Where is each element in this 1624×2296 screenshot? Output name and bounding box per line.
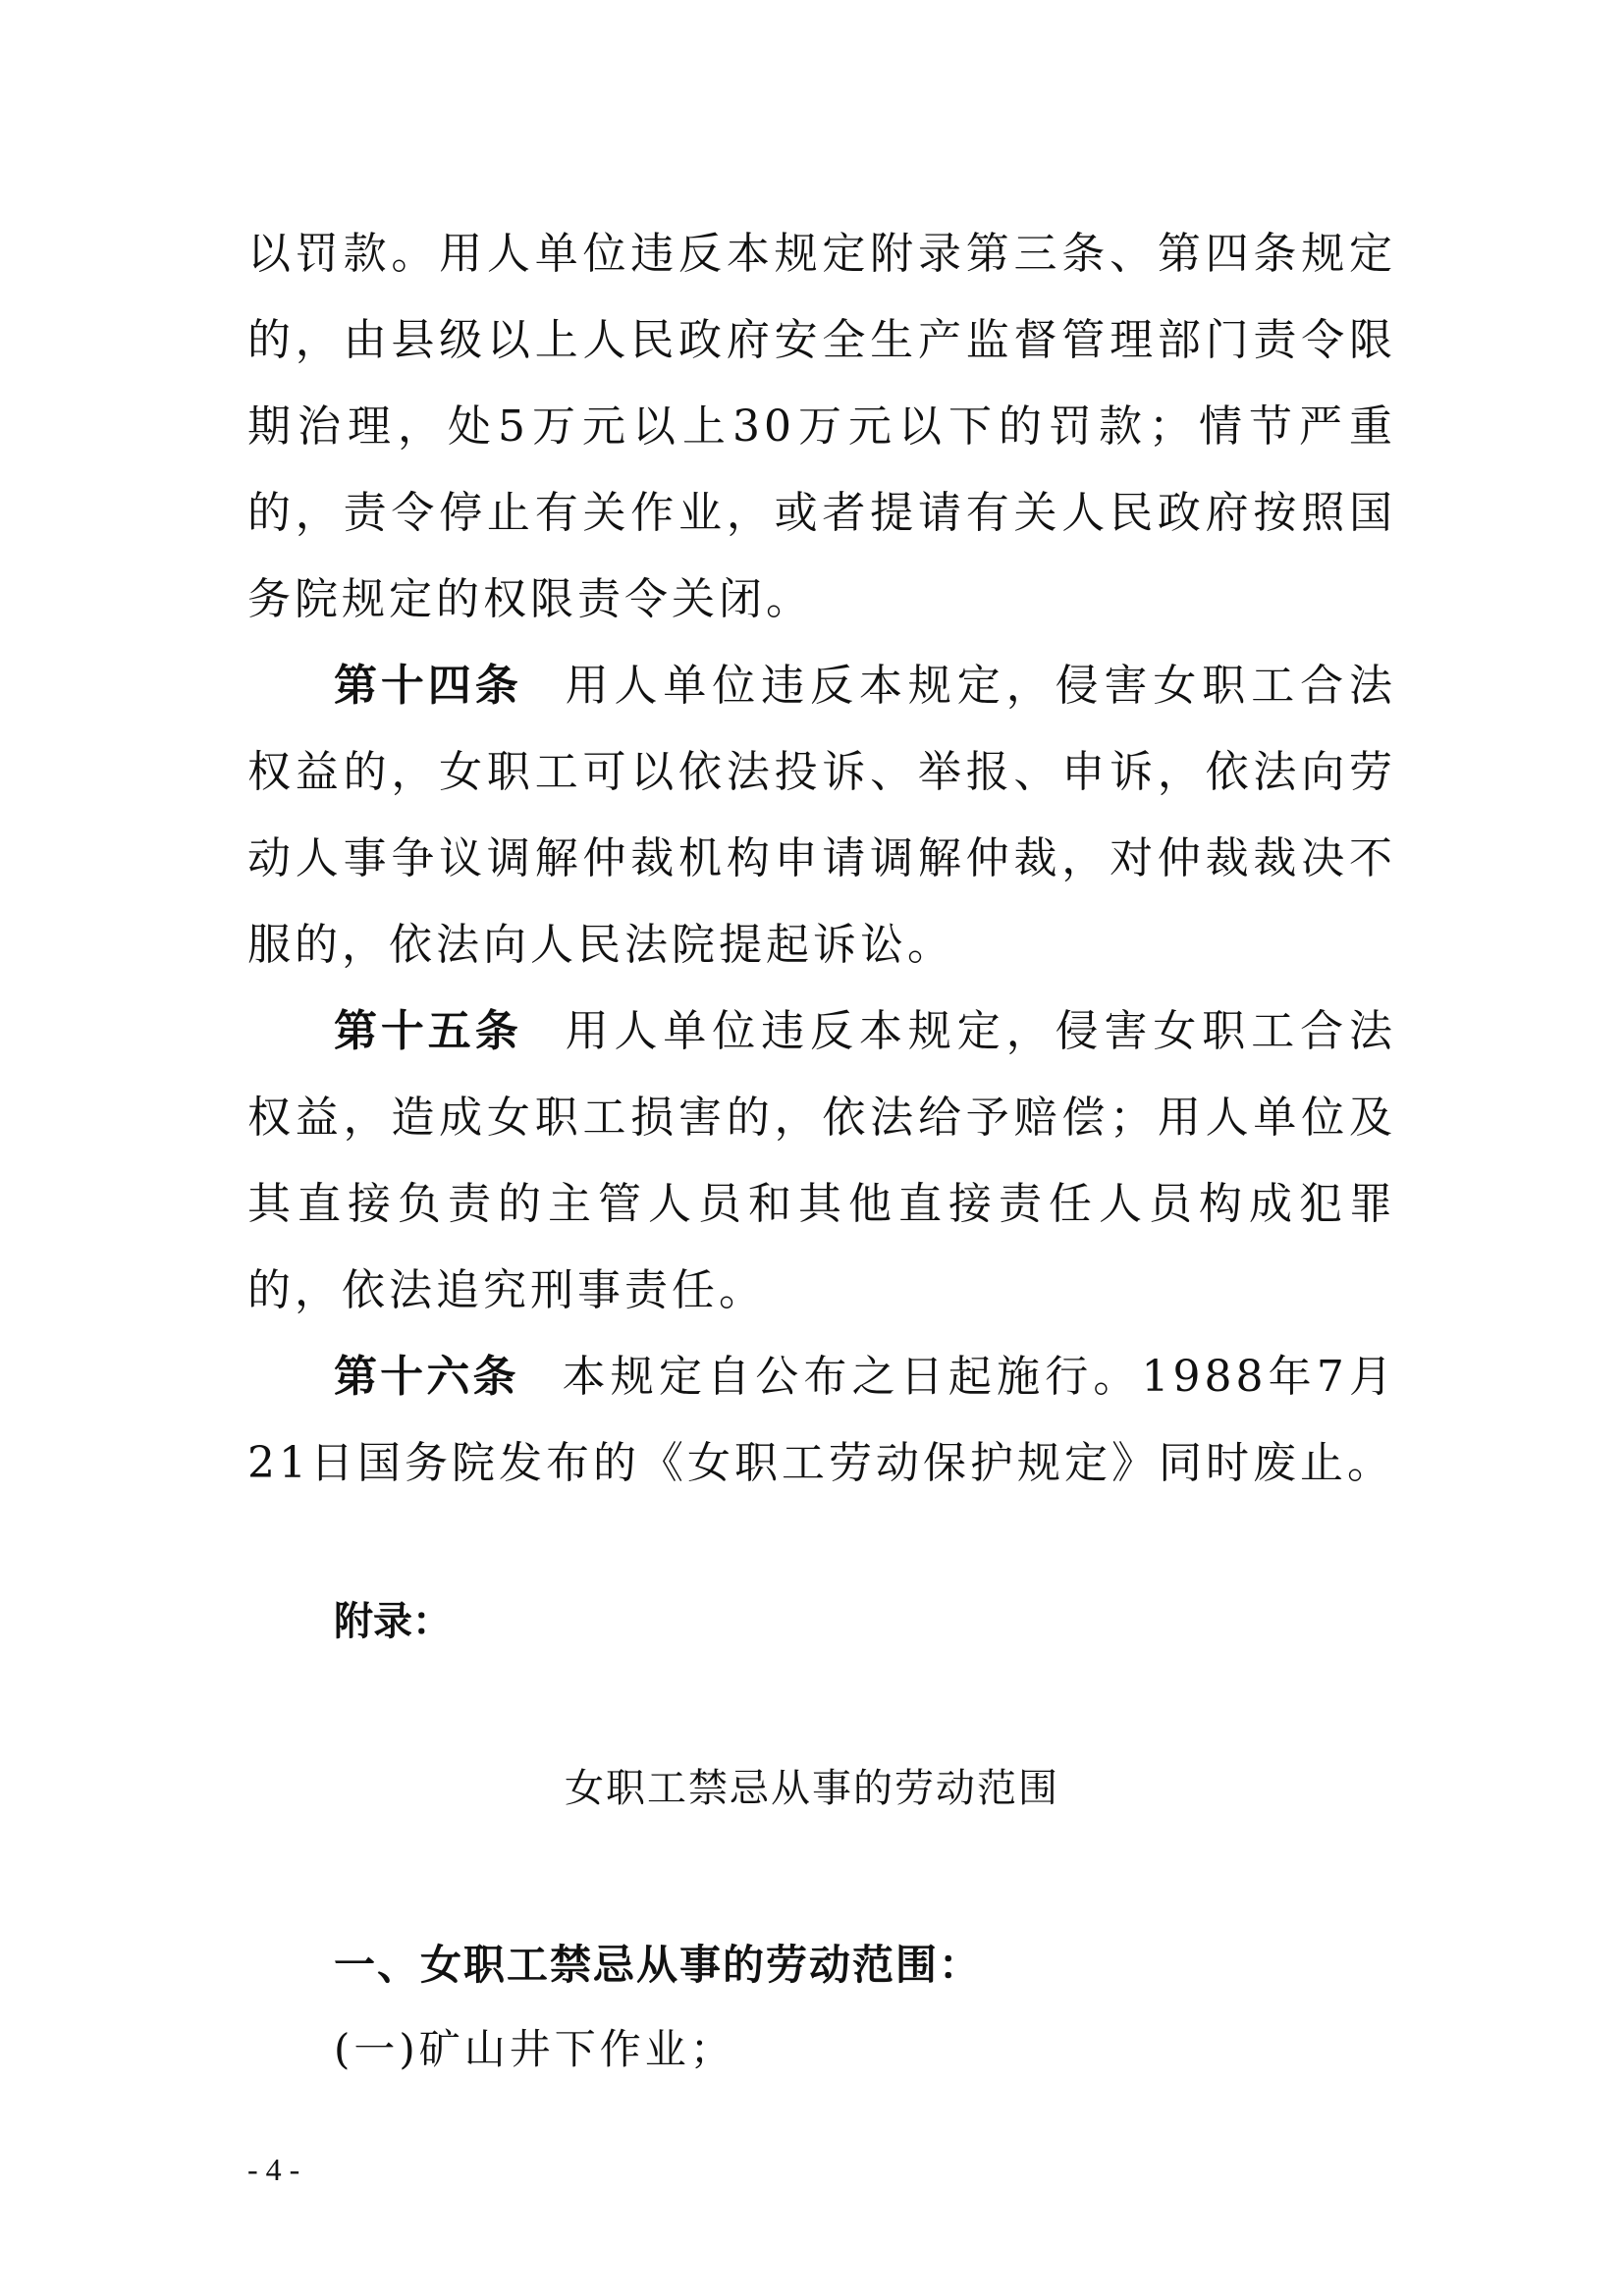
article-text: 用人单位违反本规定，侵害女职工合法权益的，女职工可以依法投诉、举报、申诉，依法向劳动人事争议调解仲裁机构申请调解仲裁，对仲裁裁决不服的，依法向人民法院提起诉讼。 [247,661,1397,970]
article-text: 用人单位违反本规定，侵害女职工合法权益，造成女职工损害的，依法给予赔偿；用人单位及其直接负责的主管人员和其他直接责任人员构成犯罪的，依法追究刑事责任。 [247,1006,1397,1315]
paragraph-text: 以罚款。用人单位违反本规定附录第三条、第四条规定的，由县级以上人民政府安全生产监督管理部门责令限期治理，处5万元以上30万元以下的罚款；情节严重的，责令停止有关作业，或者提请有关人民政府按照国务院规定的权限责令关闭。 [247,229,1396,624]
article-label: 第十四条 [334,661,522,711]
article-label: 第十五条 [334,1006,522,1056]
article-16 [247,1334,1396,1507]
article-label: 第十六条 [334,1352,519,1402]
section-heading: 一、女职工禁忌从事的劳动范围： [334,1941,983,1989]
appendix-label: 附录： [334,1599,452,1644]
article-text: 本规定自公布之日起施行。1988年7月21日国务院发布的《女职工劳动保护规定》同时废止。 [247,1352,1396,1488]
appendix-title: 女职工禁忌从事的劳动范围 [565,1766,1059,1811]
paragraph-continuation [247,211,1396,643]
article-15 [247,988,1396,1334]
article-14 [247,643,1396,988]
list-item: (一)矿山井下作业； [334,2025,735,2073]
page-number: - 4 - [247,2152,300,2187]
